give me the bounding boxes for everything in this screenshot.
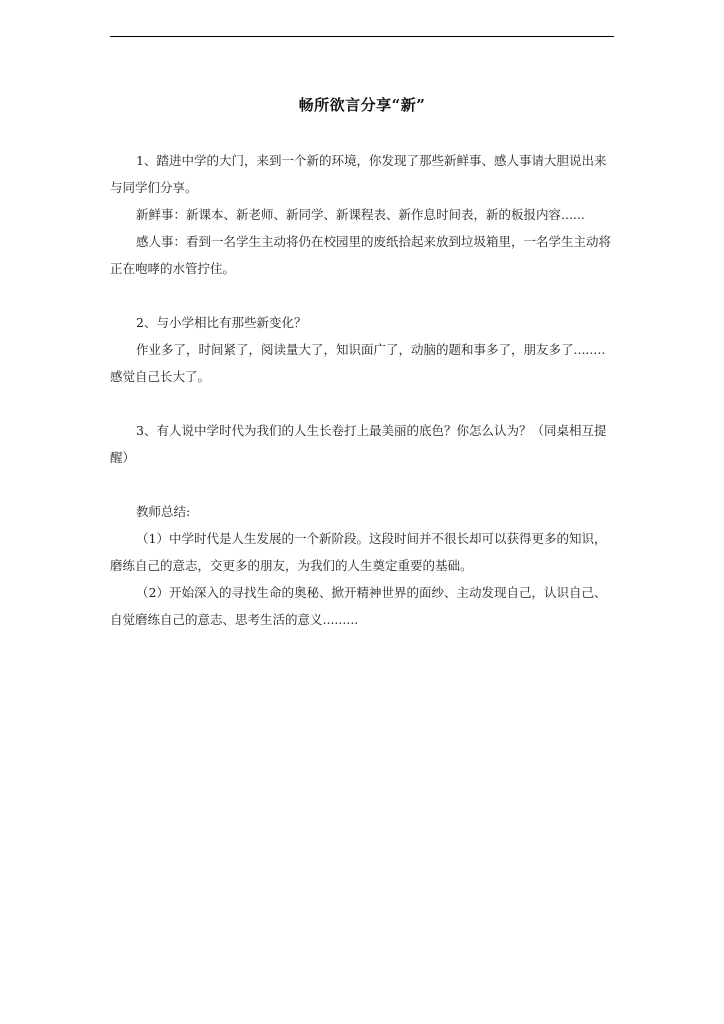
- spacer: [110, 282, 614, 309]
- summary-point-1: （1）中学时代是人生发展的一个新阶段。这段时间并不很长却可以获得更多的知识，磨练自己的意志，交更多的朋友，为我们的人生奠定重要的基础。: [110, 531, 607, 573]
- summary-heading: 教师总结:: [136, 504, 191, 519]
- question-2: 2、与小学相比有那些新变化？: [136, 315, 307, 330]
- document-body: [110, 147, 614, 633]
- page-title: 畅所欲言分享“新”: [298, 96, 426, 114]
- question-3: 3、有人说中学时代为我们的人生长卷打上最美丽的底色？你怎么认为？（同桌相互提醒）: [110, 423, 607, 465]
- spacer: [110, 471, 614, 498]
- answer-1-touching: 感人事：看到一名学生主动将仍在校园里的废纸拾起来放到垃圾箱里，一名学生主动将正在咆哮的水管拧住。: [110, 234, 612, 276]
- summary-point-2: （2）开始深入的寻找生命的奥秘、掀开精神世界的面纱、主动发现自己，认识自己、自觉磨练自己的意志、思考生活的意义.........: [110, 585, 607, 627]
- answer-1-fresh: 新鲜事：新课本、新老师、新同学、新课程表、新作息时间表，新的板报内容......: [136, 207, 585, 222]
- header-rule: [110, 36, 614, 37]
- answer-2: 作业多了，时间紧了，阅读量大了，知识面广了，动脑的题和事多了，朋友多了........感觉自己长大了。: [110, 342, 606, 384]
- question-1: 1、踏进中学的大门，来到一个新的环境，你发现了那些新鲜事、感人事请大胆说出来与同学们分享。: [110, 153, 607, 195]
- spacer: [110, 390, 614, 417]
